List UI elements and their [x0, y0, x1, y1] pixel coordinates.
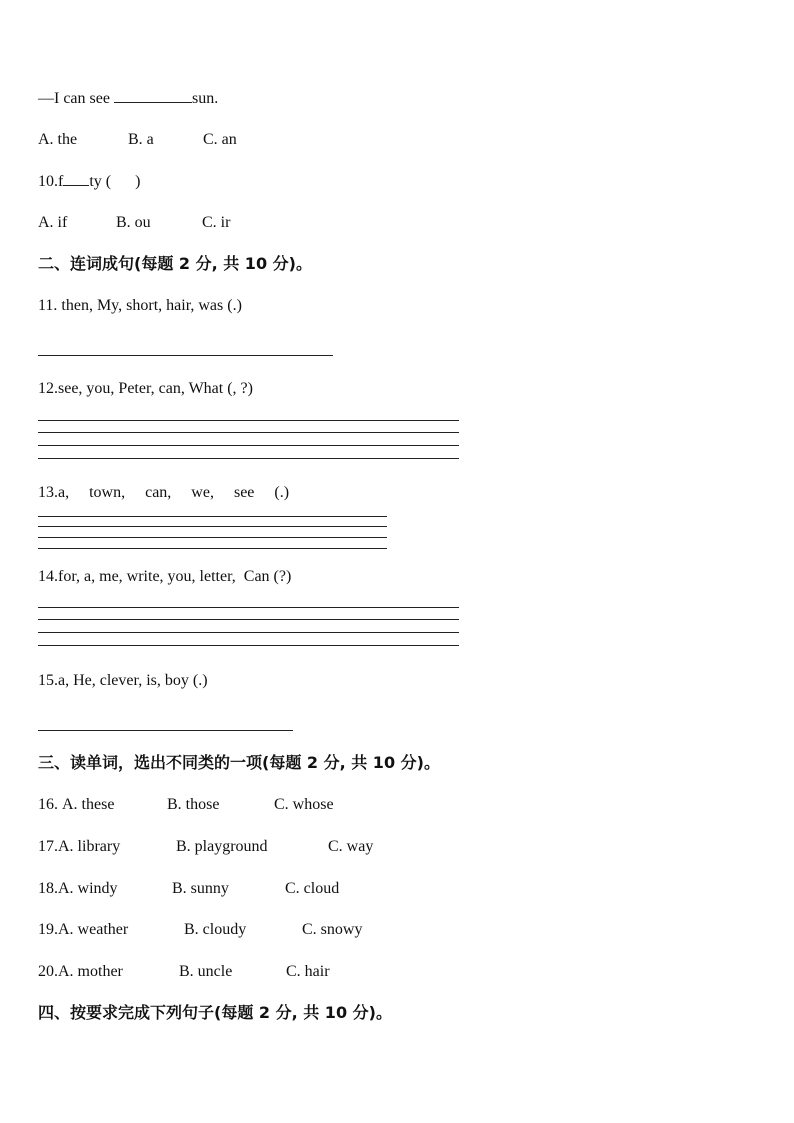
option-a[interactable]: A. these — [62, 796, 115, 813]
option-b[interactable]: B. those — [167, 796, 220, 813]
question-number: 18. — [38, 880, 58, 897]
option-a[interactable]: A. windy — [58, 880, 118, 897]
question-17 — [38, 837, 373, 857]
question-16 — [38, 795, 334, 815]
option-b[interactable]: B. a — [128, 131, 154, 148]
option-b[interactable]: B. cloudy — [184, 921, 247, 938]
option-b[interactable]: B. uncle — [179, 963, 233, 980]
question-19 — [38, 920, 362, 940]
answer-line[interactable] — [38, 445, 459, 446]
answer-line[interactable] — [38, 619, 459, 620]
answer-line[interactable] — [38, 548, 387, 549]
option-c[interactable]: C. cloud — [285, 880, 340, 897]
answer-line[interactable] — [38, 432, 459, 433]
option-a[interactable]: A. library — [58, 838, 121, 855]
question-number: 17. — [38, 838, 58, 855]
section-3-title: 三、读单词，选出不同类的一项(每题 2 分, 共 10 分)。 — [38, 753, 440, 772]
option-b[interactable]: B. sunny — [172, 880, 229, 897]
option-c[interactable]: C. ir — [202, 214, 231, 231]
question-9-options — [38, 130, 237, 150]
question-10-options — [38, 213, 230, 233]
answer-line[interactable] — [38, 632, 459, 633]
question-11: 11. then, My, short, hair, was (.) — [38, 297, 242, 314]
section-4-title: 四、按要求完成下列句子(每题 2 分, 共 10 分)。 — [38, 1003, 392, 1022]
option-c[interactable]: C. whose — [274, 796, 334, 813]
question-10-stem — [38, 171, 140, 192]
section-2-title: 二、连词成句(每题 2 分, 共 10 分)。 — [38, 254, 312, 273]
answer-line[interactable] — [38, 516, 387, 517]
question-number: 19. — [38, 921, 58, 938]
stem-text: sun. — [191, 90, 219, 107]
question-15: 15.a, He, clever, is, boy (.) — [38, 672, 208, 689]
question-13: 13.a, town, can, we, see (.) — [38, 484, 290, 501]
answer-line[interactable] — [38, 645, 459, 646]
answer-line[interactable] — [38, 420, 459, 421]
question-number: 16. — [38, 796, 62, 813]
option-c[interactable]: C. snowy — [302, 921, 363, 938]
option-c[interactable]: C. hair — [286, 963, 330, 980]
option-a[interactable]: A. if — [38, 214, 68, 231]
stem-text: 10.f — [38, 173, 64, 190]
option-a[interactable]: A. mother — [58, 963, 123, 980]
option-a[interactable]: A. weather — [58, 921, 129, 938]
question-14: 14.for, a, me, write, you, letter, Can (?) — [38, 568, 292, 585]
answer-line[interactable] — [38, 537, 387, 538]
answer-line[interactable] — [38, 607, 459, 608]
question-9-stem — [38, 88, 218, 109]
answer-blank[interactable] — [114, 88, 192, 103]
answer-line[interactable] — [38, 730, 293, 731]
stem-text: —I can see — [38, 90, 114, 107]
option-a[interactable]: A. the — [38, 131, 78, 148]
answer-line[interactable] — [38, 458, 459, 459]
option-b[interactable]: B. playground — [176, 838, 268, 855]
option-c[interactable]: C. way — [328, 838, 374, 855]
option-c[interactable]: C. an — [203, 131, 237, 148]
answer-blank[interactable] — [63, 171, 89, 186]
stem-text: ty ( ) — [89, 173, 141, 190]
option-b[interactable]: B. ou — [116, 214, 151, 231]
answer-line[interactable] — [38, 526, 387, 527]
question-18 — [38, 879, 339, 899]
answer-line[interactable] — [38, 355, 333, 356]
question-number: 20. — [38, 963, 58, 980]
question-12: 12.see, you, Peter, can, What (, ?) — [38, 380, 253, 397]
question-20 — [38, 962, 330, 982]
